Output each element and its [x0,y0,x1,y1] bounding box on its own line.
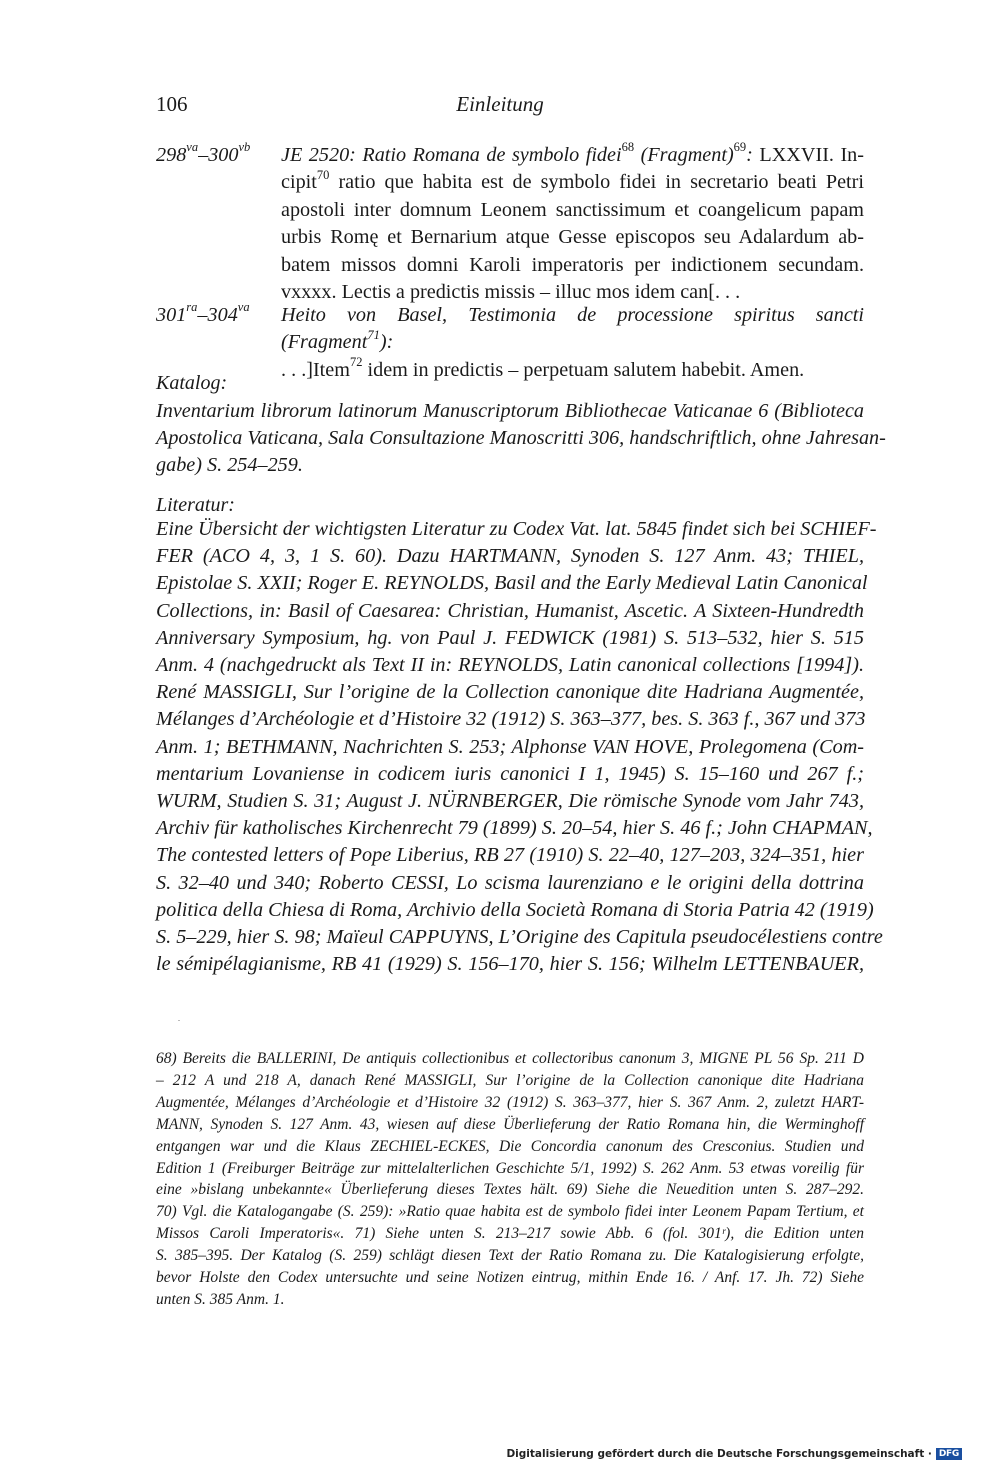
footnote-ref: 70 [316,167,330,182]
entry-text: idem in predictis – perpetuam salutem habebit. Amen. [362,358,805,381]
scan-speck [178,1020,180,1021]
literatur-line: S. 5–229, hier S. 98; Maïeul CAPPUYNS, L’Origine des Capitula pseudocélestiens contre [156,926,883,949]
footnote-line: entgangen war und die Klaus ZECHIEL-ECKES, Die Concordia canonum des Cresconius. Studien und [156,1137,864,1155]
folio-range [156,302,280,329]
entry-line [281,302,864,357]
literatur-line: WURM, Studien S. 31; August J. NÜRNBERGER, Die römische Synode vom Jahr 743, [156,790,864,813]
footnote-line: Augmentée, Mélanges d’Archéologie et d’Histoire 32 (1912) S. 363–377, hier S. 367 Anm. 2, zuletzt HART- [156,1093,864,1111]
entry-line: urbis Romę et Bernarium atque Gesse episcopos seu Adalardum ab- [281,226,864,249]
entry-title-suffix: (Fragment) [634,144,734,166]
footnote-line: bevor Holste den Codex untersuchte und seine Notizen eintrug, mithin Ende 16. / Anf. 17. Jh. 72) Siehe [156,1269,864,1287]
entry-line: batem missos domni Karoli imperatoris per indictionem secundam. [281,253,864,276]
entry-line: apostoli inter domnum Leonem sanctissimum et coangelicum papam [281,198,864,221]
folio-separator: – [198,144,209,166]
folio-separator: – [197,304,208,326]
literatur-line: Epistolae S. XXII; Roger E. REYNOLDS, Basil and the Early Medieval Latin Canonical [156,572,868,595]
literatur-line: René MASSIGLI, Sur l’origine de la Collection canonique dite Hadriana Augmentée, [156,681,864,704]
literatur-line: S. 32–40 und 340; Roberto CESSI, Lo scisma laurenziano e le origini della dottrina [156,871,864,894]
folio-end: 300 [208,144,239,166]
folio-start: 298 [156,144,187,166]
literatur-line: politica della Chiesa di Roma, Archivio della Società Romana di Storia Patria 42 (1919) [156,898,874,921]
page-number: 106 [156,92,188,116]
digitization-text: Digitalisierung gefördert durch die Deutsche Forschungsgemeinschaft · [506,1448,932,1460]
entry-text: ratio que habita est de symbolo fidei in secretario beati Petri [329,171,864,194]
footnote-line: unten S. 385 Anm. 1. [156,1290,285,1308]
footnote-line: 68) Bereits die BALLERINI, De antiquis collectionibus et collectoribus canonum 3, MIGNE PL 56 Sp. 211 D [156,1050,864,1067]
folio-start-column: ra [186,300,198,315]
literatur-line: Collections, in: Basil of Caesarea: Christian, Humanist, Ascetic. A Sixteen-Hundredth [156,599,864,622]
footnote-ref: 71 [367,327,380,342]
footnote-line: MANN, Synoden S. 127 Anm. 43, wiesen auf diese Überlieferung der Ratio Romana hin, die Werminghoff [156,1115,864,1133]
footnote-ref: 68 [621,140,635,155]
literatur-line: Anniversary Symposium, hg. von Paul J. FEDWICK (1981) S. 513–532, hier S. 515 [156,626,864,649]
folio-start-column: va [186,140,199,155]
footnotes [156,1048,864,1311]
folio-end-column: vb [238,140,251,155]
entry-text: . . .]Item [281,358,350,381]
literatur-line: Mélanges d’Archéologie et d’Histoire 32 (1912) S. 363–377, bes. S. 363 f., 367 und 373 [156,708,866,731]
entry-line: vxxxx. Lectis a predictis missis – illuc mos idem can[. . . [281,281,741,304]
entry-body [281,302,864,384]
katalog-line: Apostolica Vaticana, Sala Consultazione Manoscritti 306, handschriftlich, ohne Jahresan- [156,427,886,450]
running-head: Einleitung [456,92,544,116]
literatur-line: le sémipélagianisme, RB 41 (1929) S. 156–170, hier S. 156; Wilhelm LETTENBAUER, [156,953,864,976]
literatur-line: FER (ACO 4, 3, 1 S. 60). Dazu HARTMANN, Synoden S. 127 Anm. 43; THIEL, [156,545,864,568]
literatur-label: Literatur: [156,494,235,516]
katalog-line: Inventarium librorum latinorum Manuscriptorum Bibliothecae Vaticanae 6 (Biblioteca [156,400,864,422]
literatur-line: Anm. 4 (nachgedruckt als Text II in: REYNOLDS, Latin canonical collections [1994]). [156,654,864,677]
dfg-logo-icon: DFG [936,1448,962,1460]
literatur-line: Archiv für katholisches Kirchenrecht 79 (1899) S. 20–54, hier S. 46 f.; John CHAPMAN, [156,817,873,840]
entry-text: LXXVII. In- [752,144,864,166]
folio-start: 301 [156,304,187,326]
katalog-line: gabe) S. 254–259. [156,454,303,477]
footnote-line: eine »bislang unbekannte« Überlieferung dieses Textes hält. 69) Siehe die Neuedition unten S. 287–292. [156,1181,864,1199]
literatur-line: Anm. 1; BETHMANN, Nachrichten S. 253; Alphonse VAN HOVE, Prolegomena (Com- [156,735,864,758]
entry-text: cipit [281,171,317,194]
footnote-line: – 212 A und 218 A, danach René MASSIGLI, Sur l’origine de la Collection canonique dite Hadriana [156,1071,864,1089]
literatur-line: Eine Übersicht der wichtigsten Literatur zu Codex Vat. lat. 5845 findet sich bei SCHIEF- [156,518,877,540]
entry-title-end: ): [379,331,394,354]
entry-line [281,169,864,196]
katalog-text [156,398,886,480]
footnote-line: Missos Caroli Imperatoris«. 71) Siehe unten S. 213–217 sowie Abb. 6 (fol. 301ʳ), die Edition unten [156,1225,864,1243]
entry-body [281,142,864,306]
footnote-ref: 72 [349,355,363,370]
entry-title: Heito von Basel, Testimonia de processione spiritus sancti (Fragment [281,304,864,354]
entry-title: JE 2520: Ratio Romana de symbolo fidei [281,144,622,166]
entry-line [281,142,864,169]
footnote-line: 70) Vgl. die Katalogangabe (S. 259): »Ratio quae habita est de symbolo fidei inter Leonem Papam Tertium, et [156,1203,864,1221]
digitization-note [506,1448,962,1460]
literatur-line: The contested letters of Pope Liberius, RB 27 (1910) S. 22–40, 127–203, 324–351, hier [156,844,864,867]
manuscript-entry [156,302,864,384]
footnote-line: Edition 1 (Freiburger Beiträge zur mittelalterlichen Geschichte 5/1, 1992) S. 262 Anm. 53 etwas voreilig für [156,1159,864,1177]
folio-end: 304 [207,304,238,326]
folio-range [156,142,280,169]
manuscript-entry [156,142,864,306]
katalog-label: Katalog: [156,372,228,394]
footnote-ref: 69 [733,140,747,155]
entry-line [281,357,864,384]
folio-end-column: va [237,300,250,315]
entry-title-colon: : [746,144,753,166]
literatur-line: mentarium Lovaniense in codicem iuris canonici I 1, 1945) S. 15–160 und 267 f.; [156,762,864,785]
literatur-text [156,516,883,978]
footnote-line: S. 385–395. Der Katalog (S. 259) schlägt diesen Text der Ratio Romana zu. Die Katalogisierung erfolgte, [156,1247,864,1265]
